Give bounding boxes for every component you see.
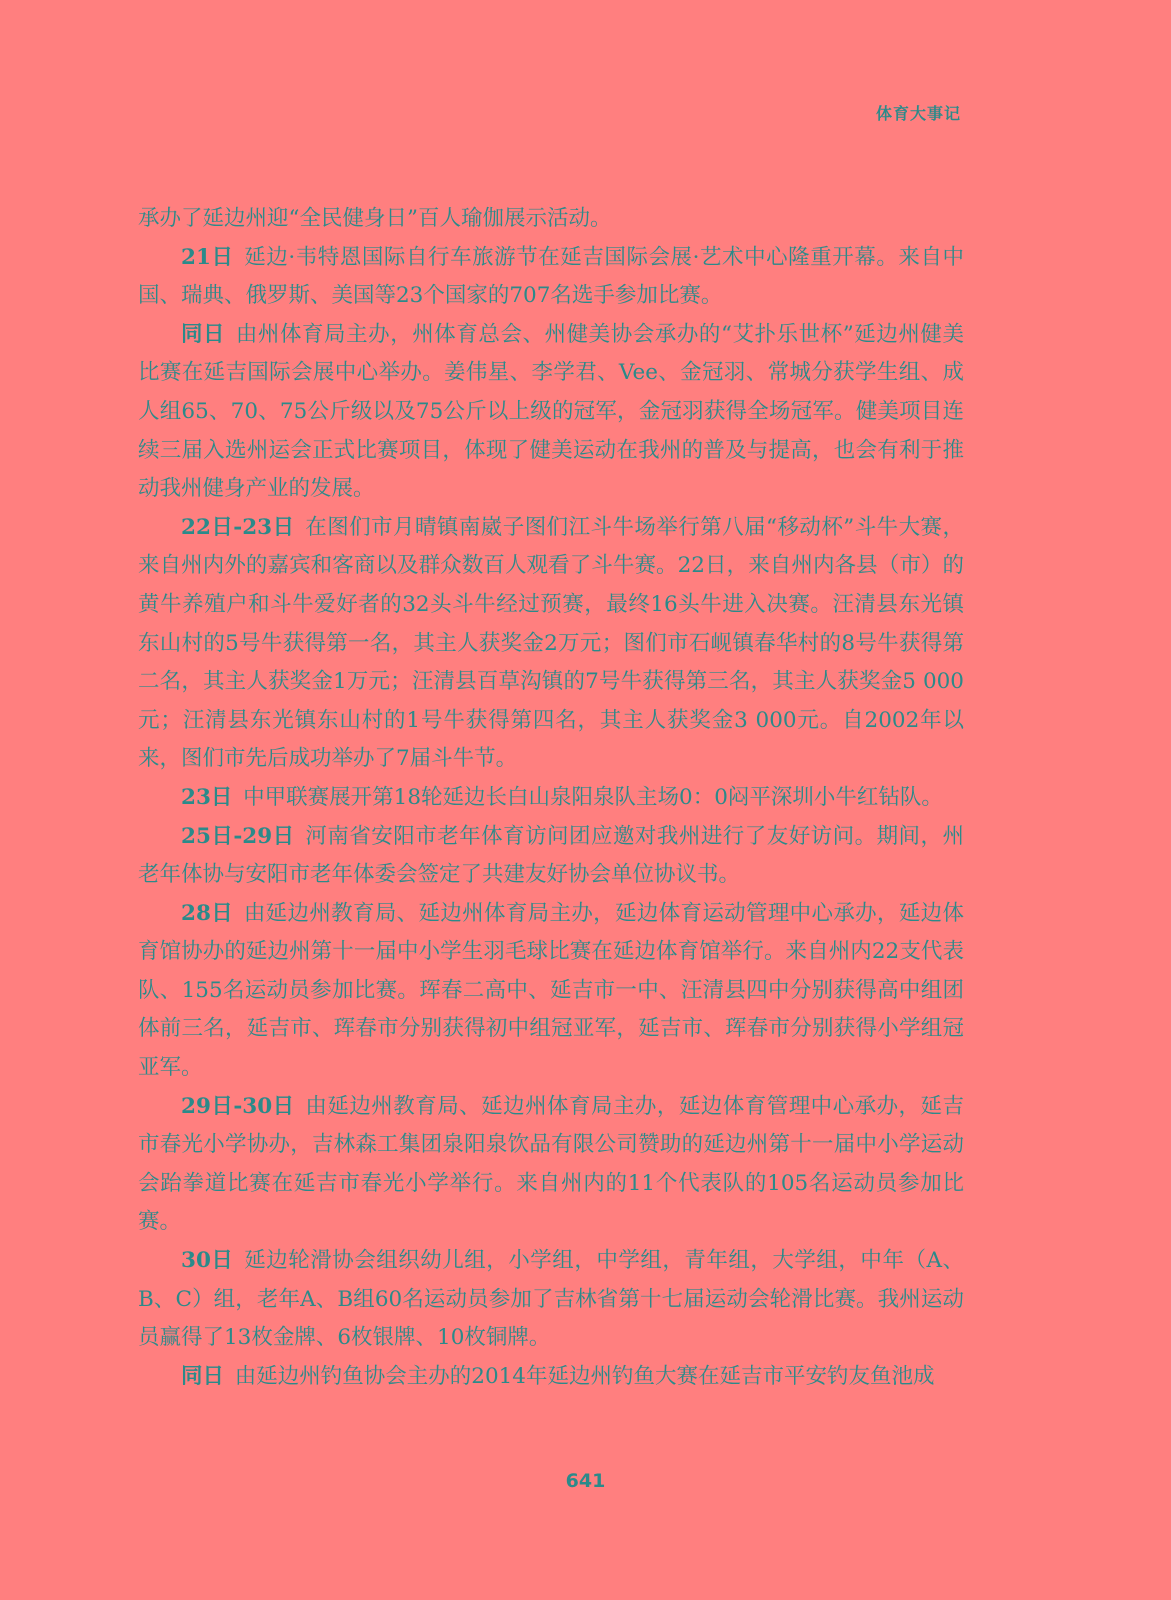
- running-header: 体育大事记: [875, 104, 961, 123]
- paragraph-text: 承办了延边州迎“全民健身日”百人瑜伽展示活动。: [138, 206, 612, 231]
- entry-text: 由延边州教育局、延边州体育局主办，延边体育管理中心承办，延吉市春光小学协办，吉林森工集团泉阳泉饮品有限公司赞助的延边州第十一届中小学运动会跆拳道比赛在延吉市春光小学举行。来自州内的11个代表队的105名运动员参加比赛。: [138, 1093, 964, 1235]
- entry: [138, 895, 964, 1088]
- entry: [138, 509, 964, 779]
- entry-text: 在图们市月晴镇南崴子图们江斗牛场举行第八届“移动杯”斗牛大赛，来自州内外的嘉宾和客商以及群众数百人观看了斗牛赛。22日，来自州内各县（市）的黄牛养殖户和斗牛爱好者的32头斗牛经过预赛，最终16头牛进入决赛。汪清县东光镇东山村的5号牛获得第一名，其主人获奖金2万元；图们市石岘镇春华村的8号牛获得第二名，其主人获奖金1万元；汪清县百草沟镇的7号牛获得第三名，其主人获奖金5 000元；汪清县东光镇东山村的1号牛获得第四名，其主人获奖金3 000元。自2002年以来，图们市先后成功举办了7届斗牛节。: [138, 514, 964, 772]
- entry-text: 由州体育局主办，州体育总会、州健美协会承办的“艾扑乐世杯”延边州健美比赛在延吉国际会展中心举办。姜伟星、李学君、Vee、金冠羽、常城分获学生组、成人组65、70、75公斤级以及75公斤以上级的冠军，金冠羽获得全场冠军。健美项目连续三届入选州运会正式比赛项目，体现了健美运动在我州的普及与提高，也会有利于推动我州健身产业的发展。: [138, 321, 964, 502]
- entry: [138, 1242, 964, 1358]
- entry-text: 河南省安阳市老年体育访问团应邀对我州进行了友好访问。期间，州老年体协与安阳市老年体委会签定了共建友好协会单位协议书。: [138, 823, 964, 888]
- paragraph: [138, 200, 964, 239]
- entry-text: 延边·韦特恩国际自行车旅游节在延吉国际会展·艺术中心隆重开幕。来自中国、瑞典、俄罗斯、美国等23个国家的707名选手参加比赛。: [138, 244, 964, 309]
- body-text: [138, 200, 964, 1396]
- page-number: 641: [565, 1470, 606, 1492]
- entry-text: 延边轮滑协会组织幼儿组，小学组，中学组，青年组，大学组，中年（A、B、C）组，老年A、B组60名运动员参加了吉林省第十七届运动会轮滑比赛。我州运动员赢得了13枚金牌、6枚银牌、10枚铜牌。: [138, 1248, 964, 1351]
- entry-date: 同日: [181, 321, 226, 347]
- entry: [138, 818, 964, 895]
- entry: [138, 316, 964, 509]
- entry: [138, 1358, 964, 1397]
- entry-date: 29日-30日: [181, 1093, 295, 1119]
- entry-date: 21日: [181, 244, 234, 270]
- entry-date: 25日-29日: [181, 823, 295, 849]
- entry-date: 30日: [181, 1248, 234, 1274]
- entry-text: 中甲联赛展开第18轮延边长白山泉阳泉队主场0：0闷平深圳小牛红钻队。: [243, 784, 943, 810]
- entry-date: 同日: [181, 1363, 225, 1389]
- entry-text: 由延边州钓鱼协会主办的2014年延边州钓鱼大赛在延吉市平安钓友鱼池成: [234, 1363, 935, 1389]
- entry-date: 23日: [181, 784, 233, 810]
- entry: [138, 779, 964, 818]
- entry-date: 28日: [181, 900, 234, 926]
- entry: [138, 239, 964, 316]
- entry-text: 由延边州教育局、延边州体育局主办，延边体育运动管理中心承办，延边体育馆协办的延边州第十一届中小学生羽毛球比赛在延边体育馆举行。来自州内22支代表队、155名运动员参加比赛。珲春二高中、延吉市一中、汪清县四中分别获得高中组团体前三名，延吉市、珲春市分别获得初中组冠亚军，延吉市、珲春市分别获得小学组冠亚军。: [138, 900, 964, 1081]
- entry-date: 22日-23日: [181, 514, 295, 540]
- entry: [138, 1088, 964, 1242]
